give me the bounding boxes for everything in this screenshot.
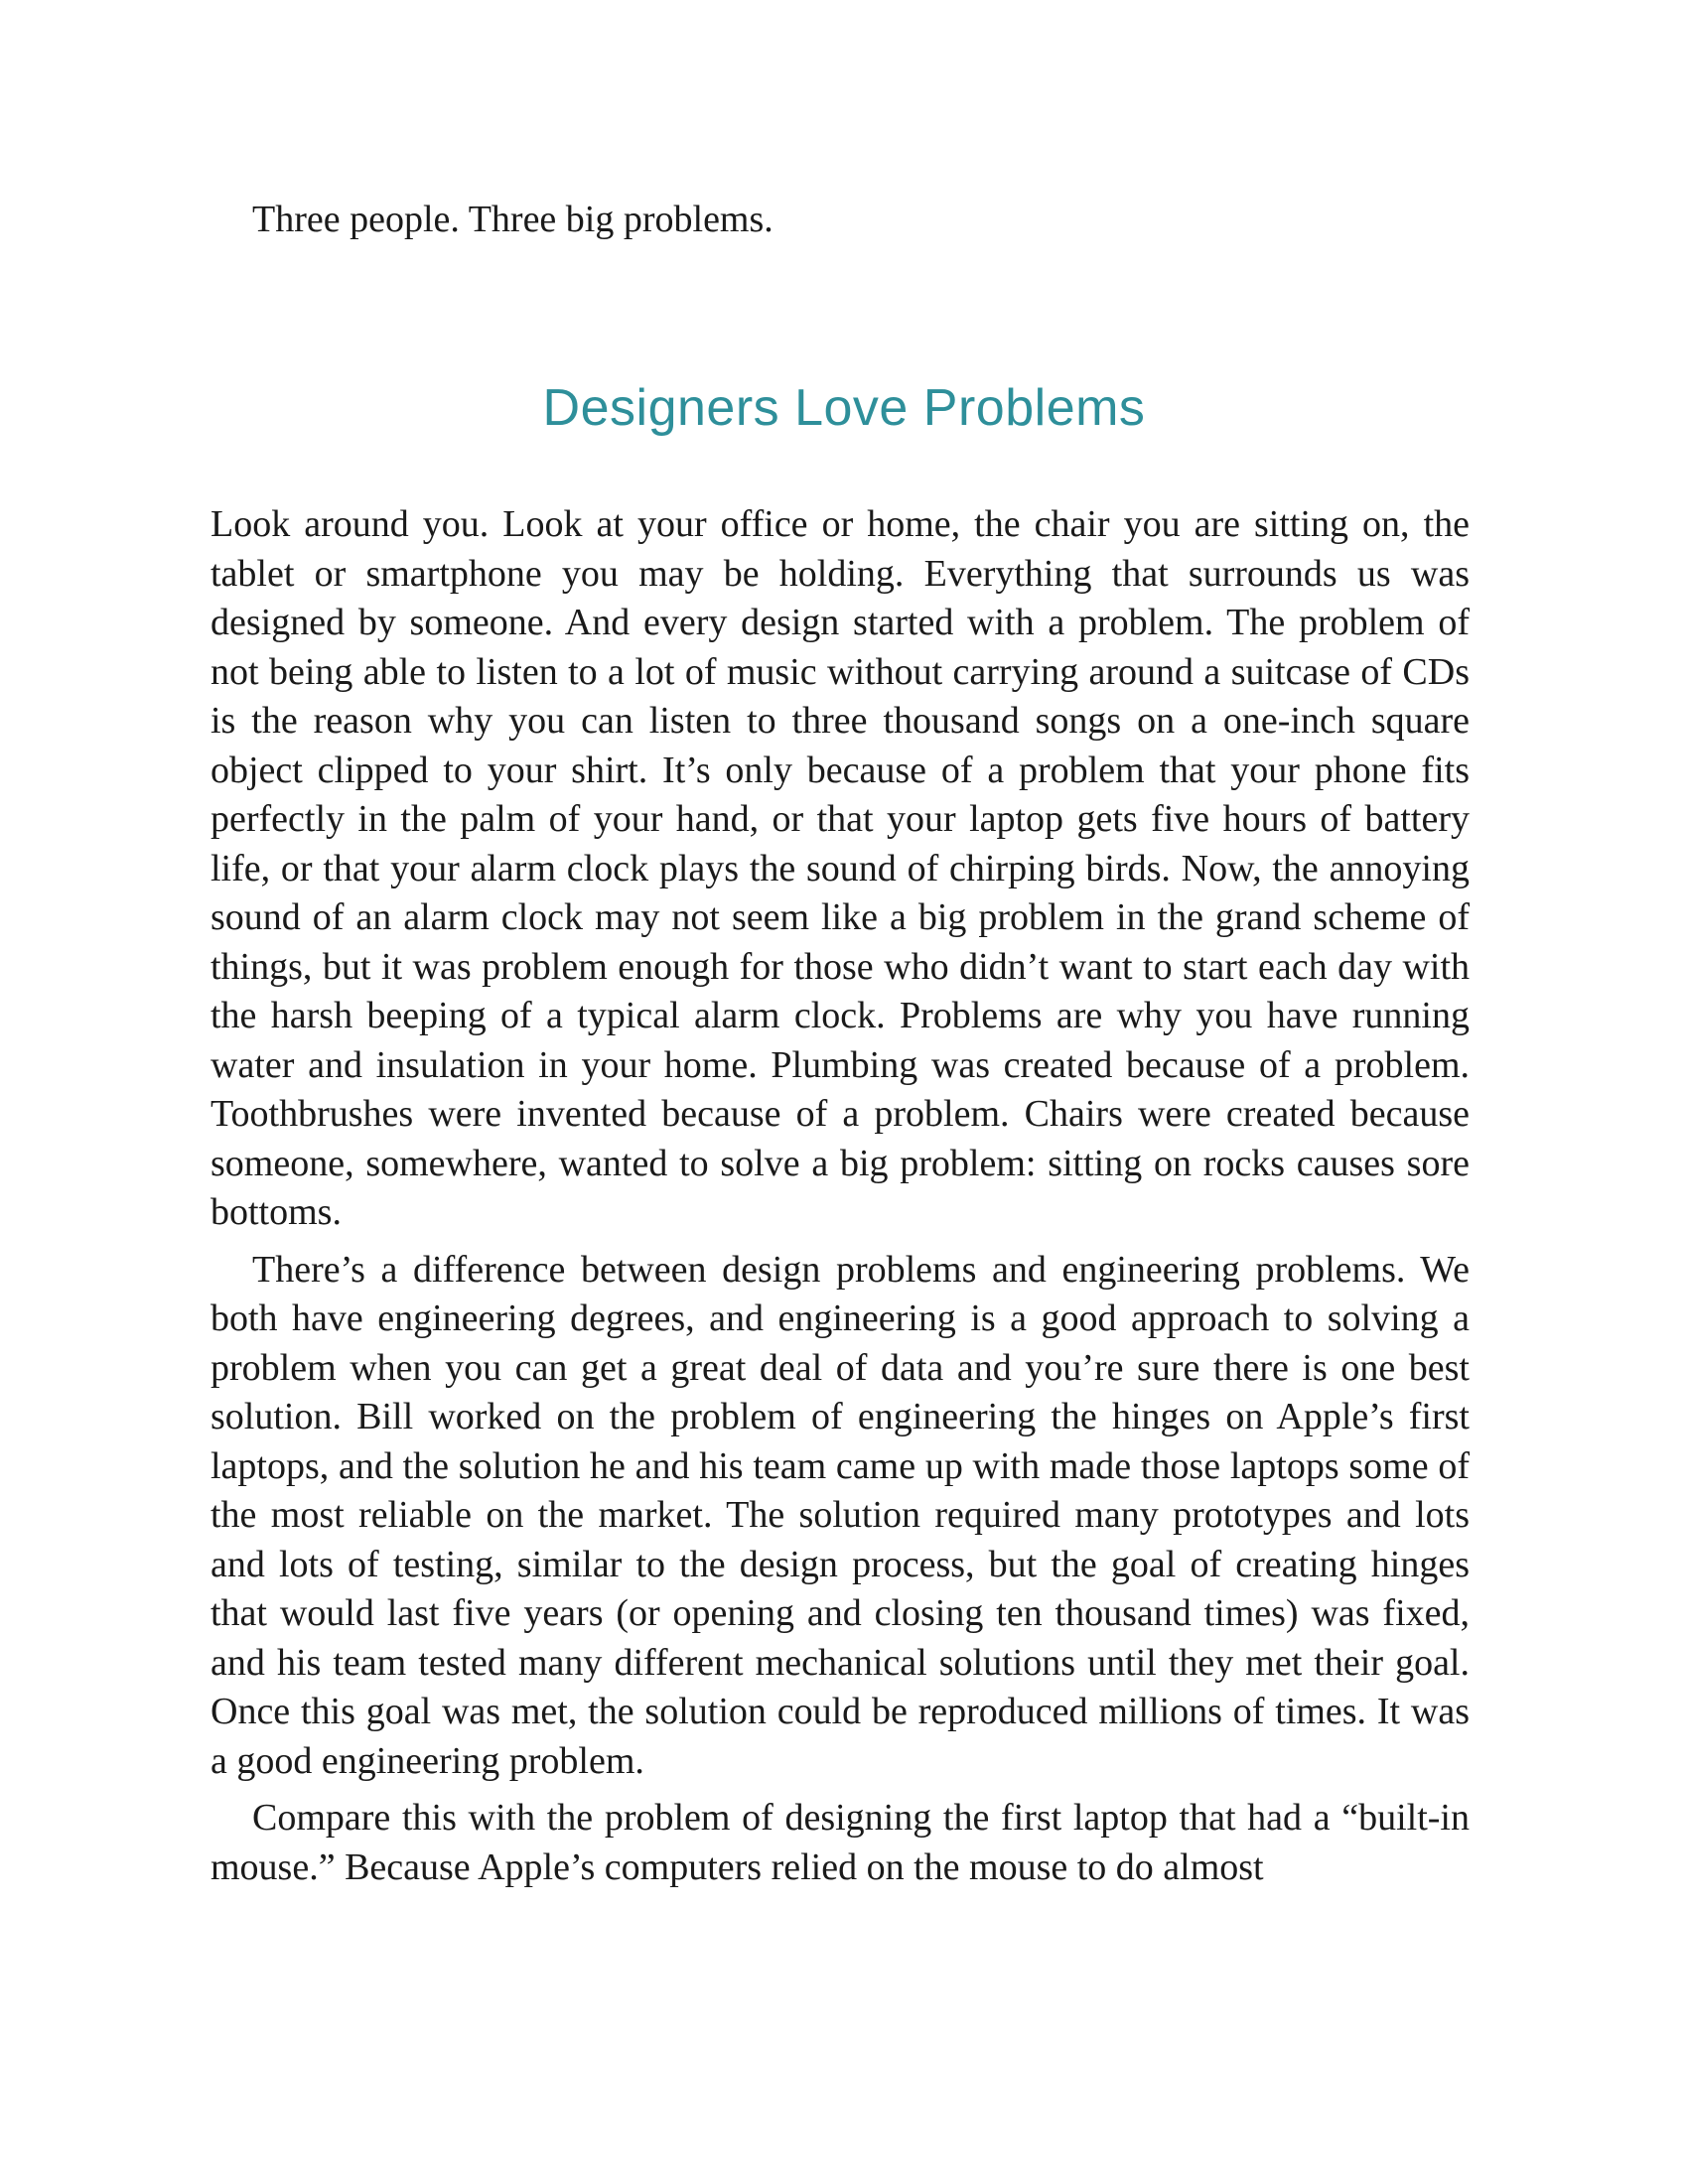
body-paragraph: There’s a difference between design problems and engineering problems. We both have engineering degrees, and engineering is a good approach to solving a problem when you can get a great deal of data and you’re sure there is one best solution. Bill worked on the problem of engineering the hinges on Apple’s first laptops, and the solution he and his team came up with made those laptops some of the most reliable on the market. The solution required many prototypes and lots and lots of testing, similar to the design process, but the goal of creating hinges that would last five years (or opening and closing ten thousand times) was fixed, and his team tested many different mechanical solutions until they met their goal. Once this goal was met, the solution could be reproduced millions of times. It was a good engineering problem.	[211, 1248, 1470, 1782]
section-body	[211, 500, 1470, 1900]
section-heading: Designers Love Problems	[542, 379, 1146, 437]
body-paragraph: Compare this with the problem of designing the first laptop that had a “built-in mouse.” Because Apple’s computers relied on the mouse to do almost	[211, 1797, 1470, 1888]
intro-line: Three people. Three big problems.	[252, 199, 774, 240]
body-paragraph: Look around you. Look at your office or home, the chair you are sitting on, the tablet or smartphone you may be holding. Everything that surrounds us was designed by someone. And every design started with a problem. The problem of not being able to listen to a lot of music without carrying around a suitcase of CDs is the reason why you can listen to three thousand songs on a one-inch square object clipped to your shirt. It’s only because of a problem that your phone fits perfectly in the palm of your hand, or that your laptop gets five hours of battery life, or that your alarm clock plays the sound of chirping birds. Now, the annoying sound of an alarm clock may not seem like a big problem in the grand scheme of things, but it was problem enough for those who didn’t want to start each day with the harsh beeping of a typical alarm clock. Problems are why you have running water and insulation in your home. Plumbing was created because of a problem. Toothbrushes were invented because of a problem. Chairs were created because someone, somewhere, wanted to solve a big problem: sitting on rocks causes sore bottoms.	[211, 503, 1470, 1233]
